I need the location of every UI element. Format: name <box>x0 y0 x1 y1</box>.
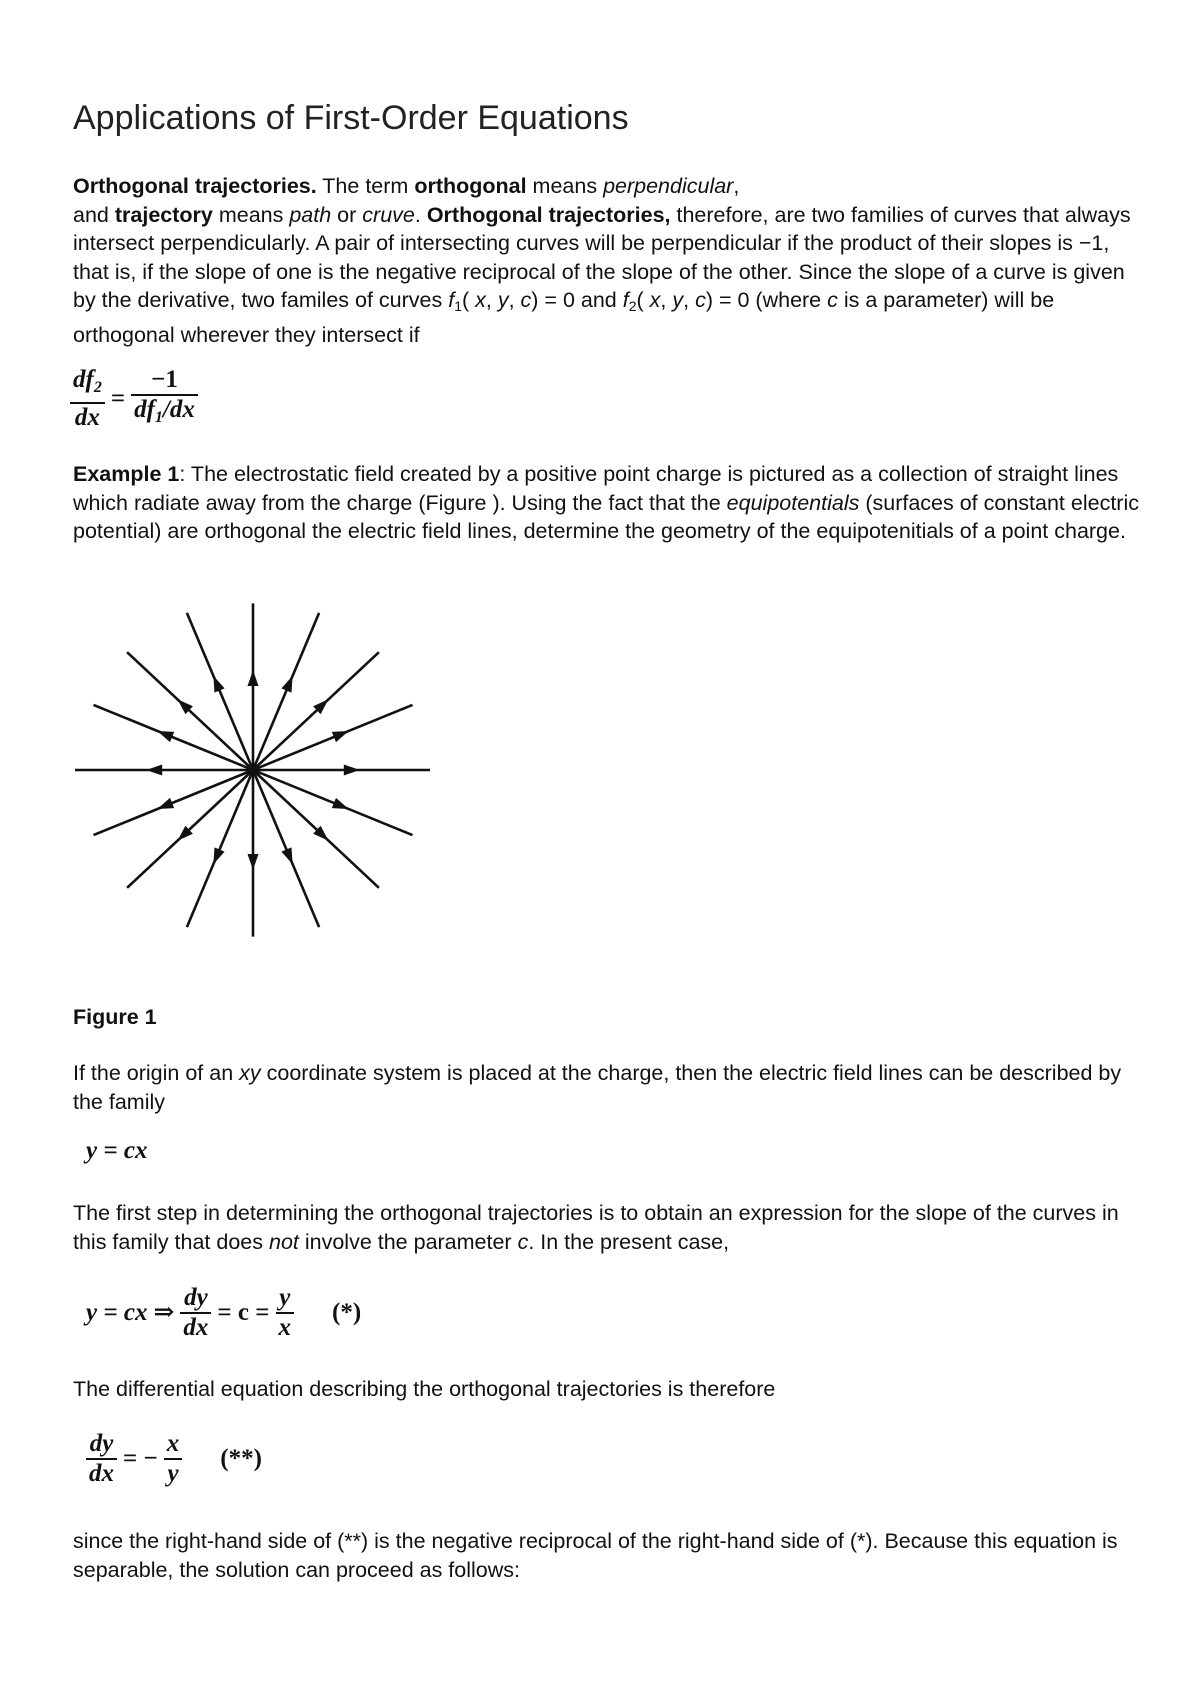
text-run: The term <box>316 174 415 198</box>
text-run: ( <box>636 288 650 312</box>
paragraph-example-1 <box>73 460 1148 546</box>
math-text: = c = <box>217 1298 270 1326</box>
term-trajectory: trajectory <box>114 202 213 227</box>
fraction-numerator: −1 <box>151 366 178 393</box>
fraction-denominator: dx <box>86 1458 117 1488</box>
fraction-denominator: y <box>164 1458 183 1488</box>
text-run: perpendicular <box>603 174 734 198</box>
text-run: y <box>672 288 684 312</box>
text-run: (surfaces of constant electric potential) are orthogonal the electric field lines, determine the geometry of the equipotenitials of a point charge. <box>73 490 1139 543</box>
math-subscript: 2 <box>93 379 102 396</box>
text-run: c <box>695 288 706 312</box>
paragraph-orthogonal-trajectories <box>73 172 1148 349</box>
paragraph-differential-equation: The differential equation describing the orthogonal trajectories is therefore <box>73 1377 776 1401</box>
text-run: x <box>649 288 661 312</box>
fraction-numerator: x <box>166 1430 180 1457</box>
fraction-denominator: x <box>276 1312 295 1342</box>
equation-tag: (*) <box>332 1298 362 1326</box>
text-run: ( <box>462 288 476 312</box>
text-run: If the origin of an <box>73 1061 240 1085</box>
field-line-arrowhead <box>281 676 292 693</box>
field-line <box>253 770 379 888</box>
field-line-arrowhead <box>281 847 292 864</box>
fraction-numerator: y <box>279 1284 291 1311</box>
equation-orthogonality-condition <box>70 366 198 432</box>
field-line-arrowhead <box>332 731 349 742</box>
equation-line-family: y = cx <box>86 1137 148 1164</box>
equation-orthogonal-double-star <box>86 1430 262 1488</box>
text-run: , <box>485 288 498 312</box>
math-subscript: 1 <box>154 409 163 426</box>
fraction-x-y <box>164 1430 183 1488</box>
fraction-numerator <box>70 366 105 402</box>
subscript: 2 <box>628 298 637 314</box>
field-line-arrowhead <box>332 798 349 809</box>
text-run: . In the present case, <box>528 1229 730 1254</box>
figure-electric-field-lines <box>70 598 430 954</box>
text-run: and <box>73 202 115 227</box>
math-text: df <box>73 366 94 393</box>
fraction-dy-dx <box>86 1430 117 1488</box>
point-charge <box>247 764 259 776</box>
text-run: , <box>683 288 696 312</box>
text-run: c <box>520 288 532 312</box>
paragraph-coordinate-system <box>73 1059 1148 1116</box>
term-orthogonal-trajectories-2: Orthogonal trajectories, <box>426 202 671 227</box>
term-orthogonal-trajectories: Orthogonal trajectories. <box>73 174 317 198</box>
text-run: means <box>526 174 604 198</box>
figure-caption: Figure 1 <box>73 1005 157 1029</box>
fraction-df2-dx <box>70 366 105 432</box>
field-line-arrowhead <box>248 670 259 686</box>
text-run: therefore, are two families of curves that always intersect perpendicularly. A pair of intersecting curves will be perpendicular if the product of their slopes is −1, that is, if the slope of one is the negative reciprocal of the slope of the other. Since the slope of a curve is given by the derivative, two familes of curves <box>73 202 1131 312</box>
page-title: Applications of First-Order Equations <box>73 99 629 137</box>
text-run: The first step in determining the orthogonal trajectories is to obtain an expression for the slope of the curves in this family that does <box>73 1201 1119 1254</box>
text-run: c <box>517 1229 529 1254</box>
implies-arrow: ⇒ <box>153 1298 175 1326</box>
text-run: cruve <box>362 202 415 227</box>
text-run: equipotentials <box>726 490 860 515</box>
text-run: ) = 0 and <box>531 288 623 312</box>
text-run: , <box>733 174 740 198</box>
text-run: c <box>827 288 838 312</box>
field-line-arrowhead <box>248 854 259 870</box>
field-line-arrowhead <box>157 798 174 809</box>
paragraph-first-step <box>73 1199 1148 1256</box>
text-run: path <box>289 202 332 227</box>
field-line <box>127 652 253 770</box>
text-run: involve the parameter <box>298 1229 518 1254</box>
math-text: /dx <box>162 396 195 423</box>
text-run: is a parameter) will be orthogonal wherever they intersect if <box>73 288 1055 347</box>
field-line-arrowhead <box>213 676 224 693</box>
term-orthogonal: orthogonal <box>414 174 527 198</box>
text-run: , <box>508 288 521 312</box>
equation-tag: (**) <box>220 1444 262 1472</box>
fraction-neg-one-over-df1 <box>131 366 198 432</box>
text-run: means <box>212 202 290 227</box>
math-text: = − <box>123 1444 158 1472</box>
text-run: f <box>448 288 455 312</box>
text-run: x <box>475 288 486 312</box>
example-label: Example 1 <box>73 462 180 486</box>
text-run: : The electrostatic field created by a positive point charge is pictured as a collection of straight lines which radiate away from the charge (Figure ). Using the fact that the <box>73 462 1119 515</box>
math-text: y = cx <box>86 1298 148 1326</box>
field-line-arrowhead <box>146 765 162 776</box>
field-line <box>127 770 253 888</box>
field-line-arrowhead <box>157 731 174 742</box>
fraction-numerator: dy <box>89 1430 114 1457</box>
math-text: df <box>134 396 155 423</box>
fraction-numerator: dy <box>184 1284 208 1311</box>
text-run: xy <box>239 1061 261 1085</box>
equals-sign: = <box>110 384 126 412</box>
text-run: y <box>497 288 509 312</box>
fraction-y-x <box>276 1284 295 1342</box>
field-line <box>253 652 379 770</box>
field-line-arrowhead <box>344 765 360 776</box>
fraction-denominator: dx <box>70 402 105 432</box>
text-run: not <box>268 1229 299 1254</box>
text-run: . <box>414 202 427 227</box>
text-run: , <box>660 288 673 312</box>
field-line-arrowhead <box>213 847 224 864</box>
text-run: f <box>622 288 629 312</box>
paragraph-separable: since the right-hand side of (**) is the negative reciprocal of the right-hand side of (*). Because this equation is separable, the solution can proceed as follows: <box>73 1529 1118 1582</box>
fraction-dy-dx <box>180 1284 211 1342</box>
text-run: coordinate system is placed at the charge, then the electric field lines can be described by the family <box>73 1061 1122 1114</box>
subscript: 1 <box>454 298 462 314</box>
fraction-denominator <box>131 394 198 432</box>
text-run: or <box>331 202 363 227</box>
equation-slope-star <box>86 1284 361 1342</box>
text-run: ) = 0 (where <box>705 288 828 312</box>
fraction-denominator: dx <box>180 1312 211 1342</box>
